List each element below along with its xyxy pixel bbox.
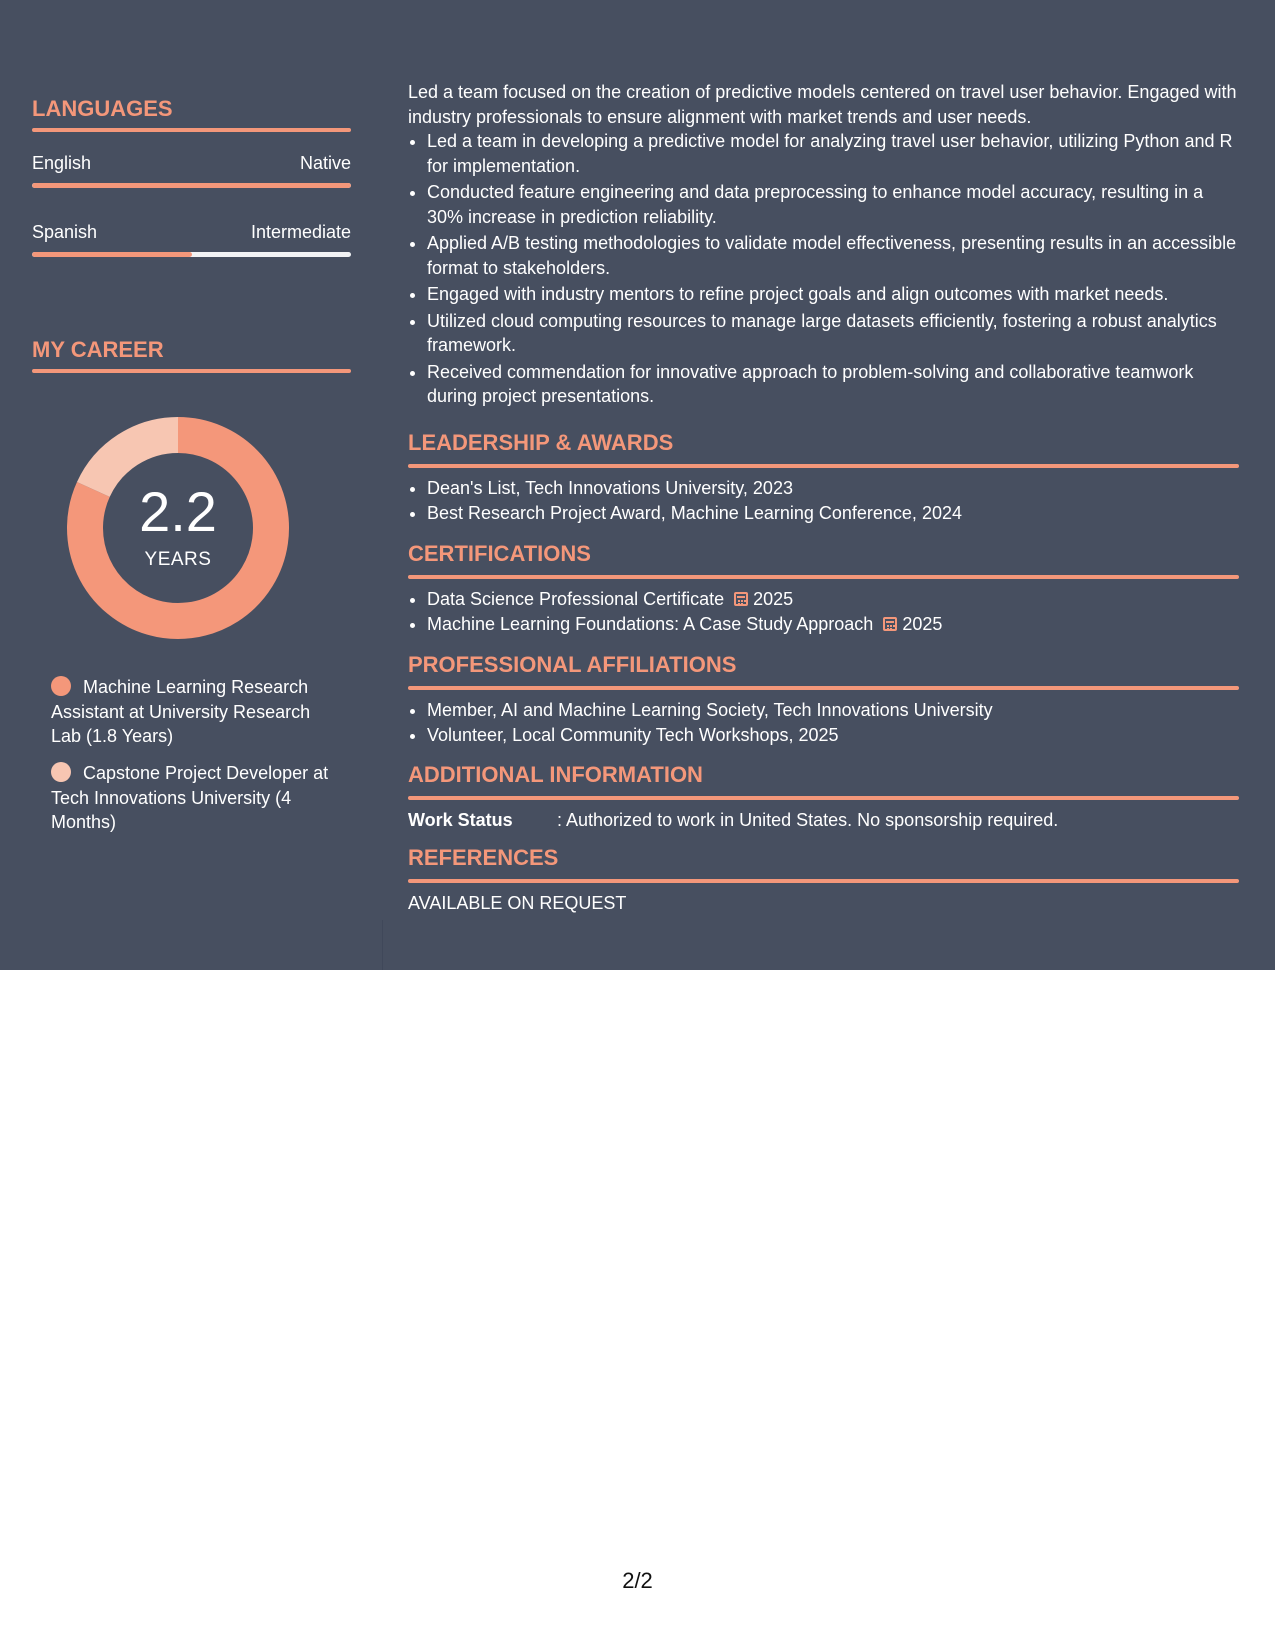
proficiency-fill	[32, 252, 192, 257]
experience-bullet: • Received commendation for innovative approach to problem-solving and collaborative teamwork during project presentations.	[427, 360, 1239, 409]
work-status-label: Work Status	[408, 810, 513, 830]
section-divider	[32, 128, 351, 132]
references-title: REFERENCES	[408, 845, 559, 870]
leadership-list	[408, 476, 1239, 525]
languages-section	[32, 96, 351, 132]
additional-info-section	[408, 762, 1239, 832]
language-level: Native	[299, 153, 351, 173]
section-divider	[408, 575, 1239, 579]
career-title: MY CAREER	[32, 337, 164, 362]
language-level: Intermediate	[250, 222, 351, 242]
career-total-unit: YEARS	[144, 549, 212, 570]
experience-block	[408, 80, 1239, 411]
legend-dot-icon	[51, 676, 71, 696]
affiliation-item: • Volunteer, Local Community Tech Workshops, 2025	[427, 723, 1239, 748]
certifications-list	[408, 587, 1239, 636]
legend-dot-icon	[51, 762, 71, 782]
certification-item	[427, 612, 1239, 637]
section-divider	[408, 796, 1239, 800]
certification-year: 2025	[753, 589, 794, 609]
career-section	[32, 337, 351, 373]
leadership-title: LEADERSHIP & AWARDS	[408, 430, 674, 455]
experience-bullet: • Engaged with industry mentors to refine project goals and align outcomes with market needs.	[427, 282, 1239, 307]
affiliation-item: • Member, AI and Machine Learning Society, Tech Innovations University	[427, 698, 1239, 723]
experience-bullet: • Utilized cloud computing resources to manage large datasets efficiently, fostering a robust analytics framework.	[427, 309, 1239, 358]
career-item-text: Capstone Project Developer at Tech Innovations University (4 Months)	[51, 763, 329, 832]
experience-bullet: • Led a team in developing a predictive model for analyzing travel user behavior, utilizing Python and R for implementation.	[427, 129, 1239, 178]
references-section	[408, 845, 1239, 915]
proficiency-fill	[32, 183, 351, 188]
career-item	[51, 761, 341, 835]
career-item	[51, 675, 341, 749]
work-status-row	[408, 808, 1239, 832]
experience-intro: Led a team focused on the creation of predictive models centered on travel user behavior. Engaged with industry professionals to ensure alignment with market trends and user needs.	[408, 82, 1237, 127]
section-divider	[408, 879, 1239, 883]
section-divider	[32, 369, 351, 373]
leadership-section	[408, 430, 1239, 525]
language-name: English	[32, 153, 92, 173]
work-status-value: : Authorized to work in United States. No sponsorship required.	[557, 810, 1059, 830]
calendar-icon	[883, 617, 897, 631]
affiliations-title: PROFESSIONAL AFFILIATIONS	[408, 652, 737, 677]
proficiency-bar	[32, 183, 351, 188]
certification-name: Data Science Professional Certificate	[427, 589, 725, 609]
additional-info-title: ADDITIONAL INFORMATION	[408, 762, 703, 787]
leadership-item: • Dean's List, Tech Innovations University, 2023	[427, 476, 1239, 501]
section-divider	[408, 464, 1239, 468]
certification-item	[427, 587, 1239, 612]
career-total-years: 2.2	[139, 480, 217, 543]
proficiency-bar	[32, 252, 351, 257]
section-divider	[408, 686, 1239, 690]
references-text: AVAILABLE ON REQUEST	[408, 893, 627, 913]
column-divider	[382, 920, 383, 970]
experience-bullet: • Conducted feature engineering and data preprocessing to enhance model accuracy, resulting in a 30% increase in prediction reliability.	[427, 180, 1239, 229]
affiliations-section	[408, 652, 1239, 747]
experience-bullets	[408, 129, 1239, 409]
career-item-text: Machine Learning Research Assistant at University Research Lab (1.8 Years)	[51, 677, 311, 746]
calendar-icon	[734, 592, 748, 606]
experience-bullet: • Applied A/B testing methodologies to validate model effectiveness, presenting results in an accessible format to stakeholders.	[427, 231, 1239, 280]
certification-year: 2025	[902, 613, 943, 634]
certifications-title: CERTIFICATIONS	[408, 541, 591, 566]
page-number: 2/2	[622, 1568, 653, 1593]
affiliations-list	[408, 698, 1239, 747]
leadership-item: • Best Research Project Award, Machine Learning Conference, 2024	[427, 501, 1239, 526]
languages-title: LANGUAGES	[32, 96, 173, 121]
language-name: Spanish	[32, 222, 98, 242]
certifications-section	[408, 541, 1239, 636]
certification-name: Machine Learning Foundations: A Case Study Approach	[427, 613, 874, 634]
